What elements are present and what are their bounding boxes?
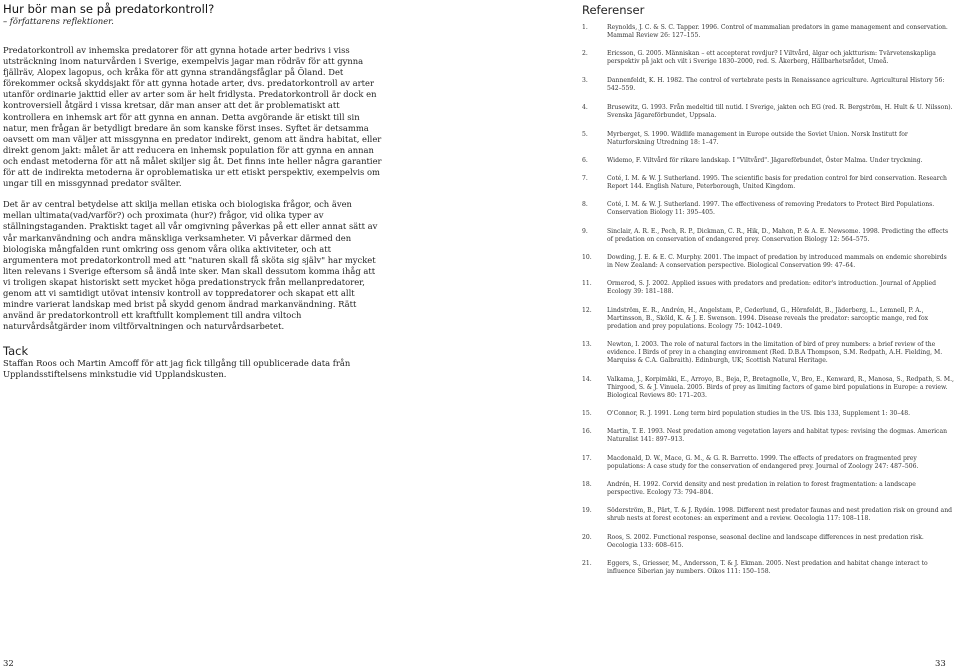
reference-number: 13. [582,341,592,348]
reference-text: Brusewitz, G. 1993. Från medeltid till nutid. I Sverige, jakten och EG (red. R. Bergström, H. Hult & U. Nilsson). Svenska Jägareförbundet, Uppsala. [607,104,953,119]
reference-item [582,201,954,217]
reference-item [582,428,954,444]
reference-item [582,24,954,40]
reference-item [582,131,954,147]
left-page [3,0,383,381]
reference-item [582,307,954,331]
reference-item [582,481,954,497]
reference-text: Ormerod, S. J. 2002. Applied issues with predators and predation: editor's introduction. Journal of Applied Ecology 39: 181–188. [607,280,936,295]
reference-number: 11. [582,280,592,287]
reference-item [582,50,954,66]
reference-text: Roos, S. 2002. Functional response, seasonal decline and landscape differences in nest predation risk. Oecologia 133: 608–615. [607,534,924,549]
reference-item [582,280,954,296]
reference-list [582,24,954,576]
reference-number: 19. [582,507,592,514]
page-number-left: 32 [3,659,14,669]
acknowledgements-text: Staffan Roos och Martin Amcoff för att jag fick tillgång till opublicerade data från Upplandsstiftelsens minkstudie vid Upplandskusten. [3,358,351,380]
reference-item [582,560,954,576]
reference-text: Macdonald, D. W., Mace, G. M., & G. R. Barretto. 1999. The effects of predators on fragmented prey populations: A case study for the conservation of endangered prey. Journal of Zoology 247: 487–506. [607,455,919,470]
reference-text: Myrberget, S. 1990. Wildlife management in Europe outside the Soviet Union. Norsk Institutt for Naturforskning Utredning 18: 1–47. [607,131,908,146]
reference-item [582,175,954,191]
reference-number: 15. [582,410,592,417]
reference-item [582,104,954,120]
reference-number: 7. [582,175,588,182]
reference-item [582,376,954,400]
reference-number: 3. [582,77,588,84]
reference-text: Coté, I. M. & W. J. Sutherland. 1995. The scientific basis for predation control for bird conservation. Research Report 144. English Nature, Peterborough, United Kingdom. [607,175,947,190]
reference-item [582,157,954,165]
reference-number: 20. [582,534,592,541]
reference-number: 5. [582,131,588,138]
reference-text: Widemo, F. Viltvård för rikare landskap. I "Viltvård". Jägareförbundet, Öster Malma. Under tryckning. [607,157,923,164]
reference-number: 6. [582,157,588,164]
reference-number: 8. [582,201,588,208]
right-page [582,0,954,576]
reference-number: 1. [582,24,588,31]
reference-item [582,254,954,270]
reference-text: Lindström, E. R., Andrén, H., Angelstam, P., Cederlund, G., Hörnfeldt, B., Jäderberg, L., Lemnell, P. A., Martinsson, B., Sköld, K. & J. E. Swenson. 1994. Disease reveals the predator: sarcoptic mange, red fox predation and prey populations. Ecology 75: 1042–1049. [607,307,929,330]
body-paragraph-2: Det är av central betydelse att skilja mellan etiska och biologiska frågor, och även mellan ultimata(vad/varför?) och proximata (hur?) frågor, vid olika typer av ställningstaganden. Praktiskt taget all vår omgivning påverkas på ett eller annat sätt av vår markanvändning och andra mänskliga verksamheter. Vi påverkar därmed den biologiska mångfalden runt omkring oss genom våra olika aktiviteter, och att argumentera mot predatorkontroll med att "naturen skall få sköta sig själv" har mycket liten relevans i Sverige eftersom så ändå inte sker. Man skall dessutom komma ihåg att vi troligen skapat historiskt sett mycket höga predationstryck från mellanpredatorer, genom att vi samtidigt utövat intensiv kontroll av toppredatorer och skapat ett allt mindre varierat landskap med brist på skydd genom ändrad markanvändning. Rätt använd är predatorkontroll ett kraftfullt komplement till andra viltoch naturvårdsåtgärder inom viltförvaltningen och naturvårdsarbetet. [3,199,378,332]
reference-number: 4. [582,104,588,111]
reference-item [582,341,954,365]
body-paragraph-1: Predatorkontroll av inhemska predatorer för att gynna hotade arter bedrivs i viss utsträckning inom naturvården i Sverige, exempelvis jagar man rödräv för att gynna fjällräv, Alopex lagopus, och kråka för att gynna strandängsfåglar på Öland. Det förekommer också skyddsjakt för att gynna hotade arter, dvs. predatorkontroll av arter utanför ordinarie jakttid eller av arter som är helt fridlysta. Predatorkontroll är dock en kontroversiell åtgärd i vissa kretsar, där man anser att det är problematiskt att kontrollera en inhemsk art för att gynna en annan. Detta avgörande är etiskt till sin natur, men frågan är betydligt bredare än som kanske först inses. Syftet är detsamma oavsett om man väljer att missgynna en predator indirekt, genom att ändra habitat, eller direkt genom jakt: målet är att reducera en inhemsk population för att gynna en annan och endast metoderna för att nå målet skiljer sig åt. Det finns inte heller några garantier för att de indirekta metoderna är oproblematiska ur ett etiskt perspektiv, exempelvis om ungar till en missgynnad predator svälter. [3,45,382,189]
references-heading: Referenser [582,3,645,17]
reference-number: 16. [582,428,592,435]
reference-text: Valkama, J., Korpimäki, E., Arroyo, B., Beja, P., Bretagnolle, V., Bro, E., Kenward, R., Manosa, S., Redpath, S. M., Thirgood, S. & J. Vinuela. 2005. Birds of prey as limiting factors of game bird populations in Europe: a review. Biological Reviews 80: 171–203. [607,376,954,399]
reference-number: 12. [582,307,592,314]
reference-number: 18. [582,481,592,488]
reference-text: Reynolds, J. C. & S. C. Tapper. 1996. Control of mammalian predators in game management and conservation. Mammal Review 26: 127–155. [607,24,948,39]
reference-text: Dowding, J. E. & E. C. Murphy. 2001. The impact of predation by introduced mammals on endemic shorebirds in New Zealand: A conservation perspective. Biological Conservation 99: 47–64. [607,254,947,269]
article-subtitle: – författarens reflektioner. [3,16,114,26]
reference-number: 9. [582,228,588,235]
reference-text: Sinclair, A. R. E., Pech, R. P., Dickman, C. R., Hik, D., Mahon, P. & A. E. Newsome. 1998. Predicting the effects of predation on conservation of endangered prey. Conservation Biology 12: 564–575. [607,228,949,243]
reference-item [582,77,954,93]
reference-text: Söderström, B., Pärt, T. & J. Rydén. 1998. Different nest predator faunas and nest predation risk on ground and shrub nests at forest ecotones: an experiment and a review. Oecologia 117: 108–118. [607,507,953,522]
reference-text: Ericsson, G. 2005. Människan – ett accepterat rovdjur? I Viltvård, älgar och jaktturism: Tvärvetenskapliga perspektiv på jakt och vilt i Sverige 1830–2000, red. S. Åkerberg, Hällbarhetsrådet, Umeå. [607,50,936,65]
reference-item [582,228,954,244]
article-title: Hur bör man se på predatorkontroll? [3,2,215,16]
reference-number: 21. [582,560,592,567]
reference-text: O'Connor, R. J. 1991. Long term bird population studies in the US. Ibis 133, Supplement 1: 30–48. [607,410,911,417]
reference-number: 14. [582,376,592,383]
reference-text: Eggers, S., Griesser, M., Andersson, T. & J. Ekman. 2005. Nest predation and habitat change interact to influence Siberian jay numbers. Oikos 111: 150–158. [607,560,928,575]
reference-text: Coté, I. M. & W. J. Sutherland. 1997. The effectiveness of removing Predators to Protect Bird Populations. Conservation Biology 11: 395–405. [607,201,935,216]
page-number-right: 33 [935,659,946,669]
acknowledgements-heading: Tack [3,344,29,359]
reference-text: Andrén, H. 1992. Corvid density and nest predation in relation to forest fragmentation: a landscape perspective. Ecology 73: 794–804. [607,481,916,496]
reference-item [582,534,954,550]
reference-text: Dannenfeldt, K. H. 1982. The control of vertebrate pests in Renaissance agriculture. Agricultural History 56: 542–559. [607,77,945,92]
reference-number: 10. [582,254,592,261]
reference-number: 2. [582,50,588,57]
reference-number: 17. [582,455,592,462]
reference-item [582,507,954,523]
reference-item [582,410,954,418]
reference-text: Newton, I. 2003. The role of natural factors in the limitation of bird of prey numbers: a brief review of the evidence. I Birds of prey in a changing environment (Red. D.B.A Thompson, S.M. Redpath, A.H. Fielding, M. Marquiss & C.A. Galbraith). Edinburgh, UK; Scottish Natural Heritage. [607,341,943,364]
reference-item [582,455,954,471]
reference-text: Martin, T. E. 1993. Nest predation among vegetation layers and habitat types: revising the dogmas. American Naturalist 141: 897–913. [607,428,948,443]
